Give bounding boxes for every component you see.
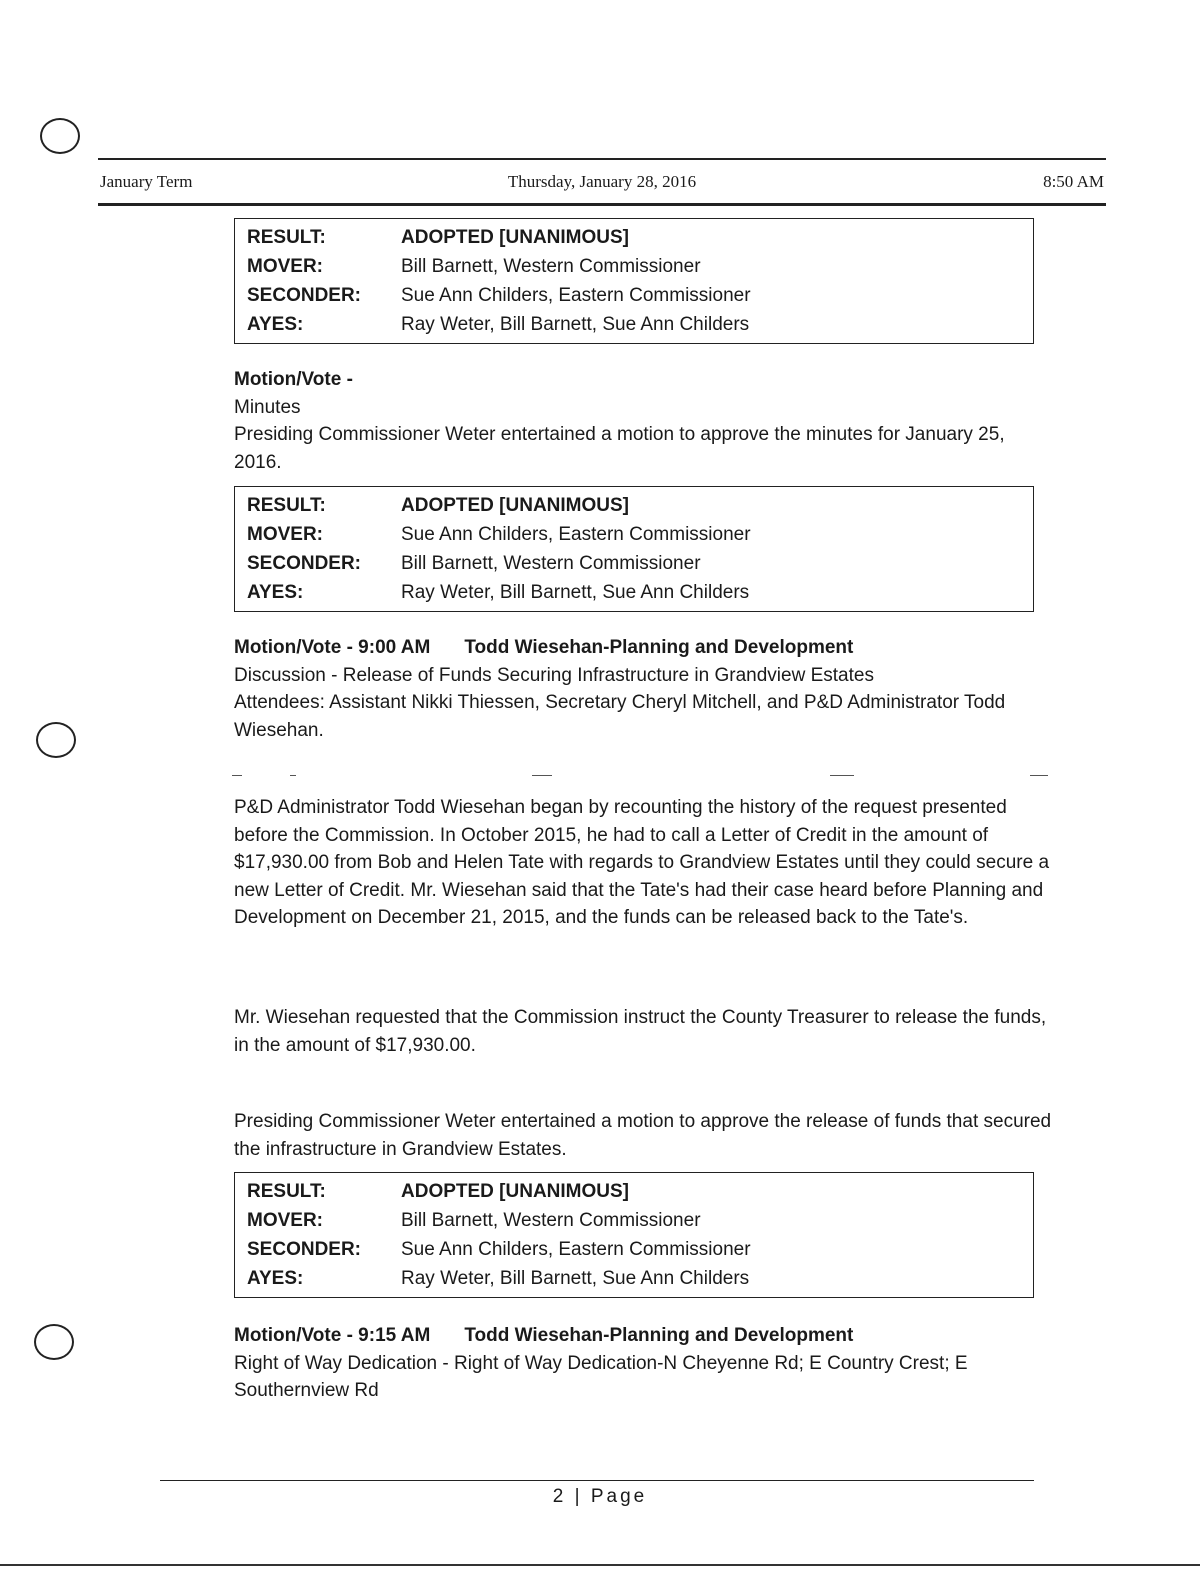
ayes-label: AYES: bbox=[247, 1267, 304, 1289]
funds-paragraph-3: Presiding Commissioner Weter entertained a motion to approve the release of funds that secured the infrastructure in Grandview Estates. bbox=[234, 1111, 1052, 1160]
page-header bbox=[98, 158, 1106, 206]
mover-value: Bill Barnett, Western Commissioner bbox=[401, 1209, 701, 1231]
mover-label: MOVER: bbox=[247, 523, 323, 545]
seconder-value: Sue Ann Childers, Eastern Commissioner bbox=[401, 284, 751, 306]
meeting-time: 8:50 AM bbox=[1043, 172, 1104, 191]
funds-paragraph-1: P&D Administrator Todd Wiesehan began by recounting the history of the request presented before the Commission. In October 2015, he had to call a Letter of Credit in the amount of $17,930.00 from Bob and Helen Tate with regards to Grandview Estates until they could secure a new Letter of Credit. Mr. Wiesehan said that the Tate's had their case heard before Planning and Development on December 21, 2015, and the funds can be released back to the Tate's. bbox=[234, 797, 1050, 928]
seconder-value: Sue Ann Childers, Eastern Commissioner bbox=[401, 1238, 751, 1260]
vote-result-table-3 bbox=[234, 1172, 1034, 1298]
right-of-way-motion-section bbox=[234, 1322, 1054, 1405]
right-of-way-motion-heading bbox=[234, 1322, 1054, 1350]
funds-motion-section bbox=[234, 634, 1054, 744]
mover-label: MOVER: bbox=[247, 255, 323, 277]
result-value: ADOPTED [UNANIMOUS] bbox=[401, 226, 629, 248]
vote-row-seconder bbox=[235, 549, 1033, 578]
right-of-way-motion-time: Motion/Vote - 9:15 AM bbox=[234, 1325, 431, 1346]
footer-rule bbox=[160, 1480, 1034, 1481]
vote-row-ayes bbox=[235, 1264, 1033, 1293]
scan-artifact bbox=[232, 775, 242, 776]
funds-motion-time: Motion/Vote - 9:00 AM bbox=[234, 637, 431, 658]
result-label: RESULT: bbox=[247, 494, 326, 516]
punch-hole-middle bbox=[36, 722, 76, 758]
seconder-label: SECONDER: bbox=[247, 1238, 362, 1260]
vote-row-result bbox=[235, 1177, 1033, 1206]
vote-row-mover bbox=[235, 252, 1033, 281]
result-value: ADOPTED [UNANIMOUS] bbox=[401, 494, 629, 516]
ayes-value: Ray Weter, Bill Barnett, Sue Ann Childers bbox=[401, 581, 750, 603]
scan-artifact bbox=[532, 775, 552, 776]
punch-hole-top bbox=[40, 118, 80, 154]
ayes-value: Ray Weter, Bill Barnett, Sue Ann Childers bbox=[401, 1267, 750, 1289]
scan-artifact bbox=[1030, 775, 1048, 776]
right-of-way-text: Right of Way Dedication - Right of Way Dedication-N Cheyenne Rd; E Country Crest; E Southernview Rd bbox=[234, 1352, 968, 1401]
scan-artifact bbox=[830, 775, 854, 776]
vote-row-ayes bbox=[235, 578, 1033, 607]
vote-row-mover bbox=[235, 1206, 1033, 1235]
scan-artifact bbox=[290, 775, 296, 776]
ayes-label: AYES: bbox=[247, 581, 304, 603]
vote-row-mover bbox=[235, 520, 1033, 549]
seconder-label: SECONDER: bbox=[247, 552, 362, 574]
vote-row-seconder bbox=[235, 281, 1033, 310]
ayes-value: Ray Weter, Bill Barnett, Sue Ann Childers bbox=[401, 313, 750, 335]
minutes-motion-section bbox=[234, 366, 1054, 476]
term-label: January Term bbox=[100, 172, 193, 191]
funds-attendees: Attendees: Assistant Nikki Thiessen, Secretary Cheryl Mitchell, and P&D Administrator Todd Wiesehan. bbox=[234, 692, 1006, 741]
seconder-label: SECONDER: bbox=[247, 284, 362, 306]
seconder-value: Bill Barnett, Western Commissioner bbox=[401, 552, 701, 574]
page-number: 2 | Page bbox=[552, 1486, 648, 1507]
vote-result-table-1 bbox=[234, 218, 1034, 344]
minutes-motion-text: Presiding Commissioner Weter entertained a motion to approve the minutes for January 25, 2016. bbox=[234, 424, 1005, 473]
result-label: RESULT: bbox=[247, 1180, 326, 1202]
vote-row-seconder bbox=[235, 1235, 1033, 1264]
vote-row-ayes bbox=[235, 310, 1033, 339]
vote-result-table-2 bbox=[234, 486, 1034, 612]
mover-value: Bill Barnett, Western Commissioner bbox=[401, 255, 701, 277]
mover-label: MOVER: bbox=[247, 1209, 323, 1231]
vote-row-result bbox=[235, 491, 1033, 520]
meeting-date: Thursday, January 28, 2016 bbox=[507, 172, 697, 191]
right-of-way-motion-presenter: Todd Wiesehan-Planning and Development bbox=[464, 1325, 854, 1346]
result-label: RESULT: bbox=[247, 226, 326, 248]
minutes-motion-heading: Motion/Vote - bbox=[234, 369, 353, 390]
vote-row-result bbox=[235, 223, 1033, 252]
mover-value: Sue Ann Childers, Eastern Commissioner bbox=[401, 523, 751, 545]
result-value: ADOPTED [UNANIMOUS] bbox=[401, 1180, 629, 1202]
scan-bottom-edge bbox=[0, 1564, 1200, 1566]
punch-hole-bottom bbox=[34, 1324, 74, 1360]
funds-discussion: Discussion - Release of Funds Securing Infrastructure in Grandview Estates bbox=[234, 664, 874, 686]
funds-motion-presenter: Todd Wiesehan-Planning and Development bbox=[464, 637, 854, 658]
minutes-motion-subject: Minutes bbox=[234, 396, 301, 418]
funds-paragraph-2: Mr. Wiesehan requested that the Commission instruct the County Treasurer to release the funds, in the amount of $17,930.00. bbox=[234, 1007, 1047, 1056]
ayes-label: AYES: bbox=[247, 313, 304, 335]
funds-motion-heading bbox=[234, 634, 1054, 662]
